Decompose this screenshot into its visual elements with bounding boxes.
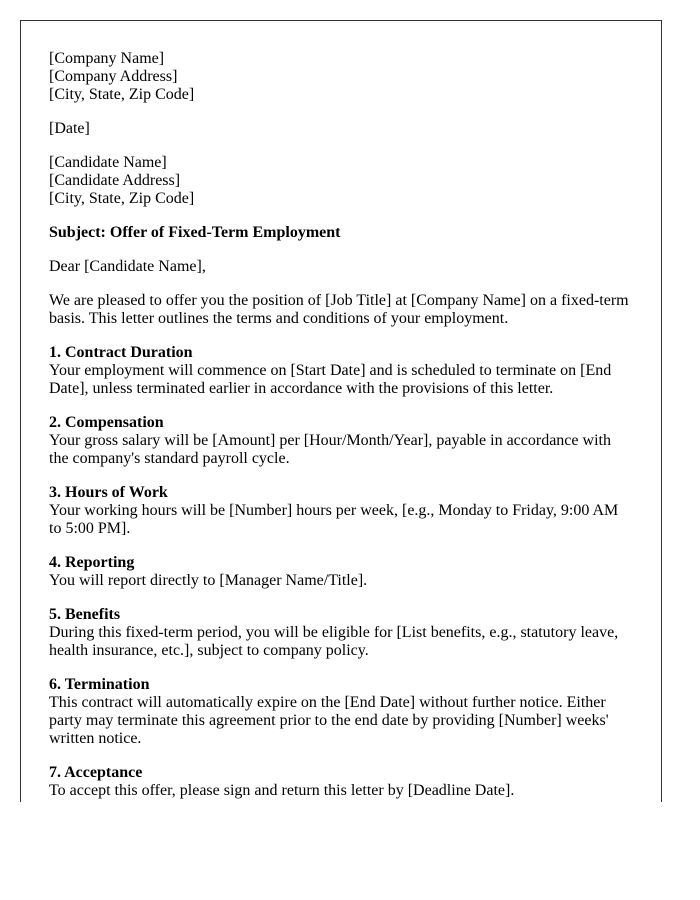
subject-line: Subject: Offer of Fixed-Term Employment: [49, 224, 341, 241]
section-heading: 6. Termination: [49, 676, 150, 693]
section-contract-duration: [49, 344, 633, 398]
recipient-city: [City, State, Zip Code]: [49, 190, 195, 207]
recipient-address: [Candidate Address]: [49, 172, 181, 189]
section-body: Your employment will commence on [Start Date] and is scheduled to terminate on [End Date], unless terminated earlier in accordance with the provisions of this letter.: [49, 362, 612, 397]
section-body: Your working hours will be [Number] hours per week, [e.g., Monday to Friday, 9:00 AM to 5:00 PM].: [49, 502, 619, 537]
section-body: To accept this offer, please sign and return this letter by [Deadline Date].: [49, 782, 515, 799]
section-body: You will report directly to [Manager Name/Title].: [49, 572, 368, 589]
section-heading: 3. Hours of Work: [49, 484, 168, 501]
sender-block: [49, 50, 633, 104]
section-benefits: [49, 606, 633, 660]
section-heading: 5. Benefits: [49, 606, 121, 623]
letter-page: [20, 20, 662, 802]
section-body: This contract will automatically expire on the [End Date] without further notice. Either party may terminate this agreement prior to the end date by providing [Number] weeks' written notice.: [49, 694, 609, 747]
section-reporting: [49, 554, 633, 590]
section-body: During this fixed-term period, you will be eligible for [List benefits, e.g., statutory leave, health insurance, etc.], subject to company policy.: [49, 624, 619, 659]
section-heading: 2. Compensation: [49, 414, 164, 431]
recipient-name: [Candidate Name]: [49, 154, 167, 171]
recipient-block: [49, 154, 633, 208]
salutation: Dear [Candidate Name],: [49, 258, 206, 275]
sender-name: [Company Name]: [49, 50, 165, 67]
section-body: Your gross salary will be [Amount] per [Hour/Month/Year], payable in accordance with the company's standard payroll cycle.: [49, 432, 611, 467]
letter-date: [Date]: [49, 120, 90, 137]
sender-city: [City, State, Zip Code]: [49, 86, 195, 103]
intro-paragraph: We are pleased to offer you the position of [Job Title] at [Company Name] on a fixed-term basis. This letter outlines the terms and conditions of your employment.: [49, 292, 629, 327]
section-heading: 1. Contract Duration: [49, 344, 193, 361]
sender-address: [Company Address]: [49, 68, 178, 85]
section-acceptance: [49, 764, 633, 800]
section-termination: [49, 676, 633, 748]
section-heading: 4. Reporting: [49, 554, 135, 571]
section-heading: 7. Acceptance: [49, 764, 143, 781]
section-hours-of-work: [49, 484, 633, 538]
section-compensation: [49, 414, 633, 468]
